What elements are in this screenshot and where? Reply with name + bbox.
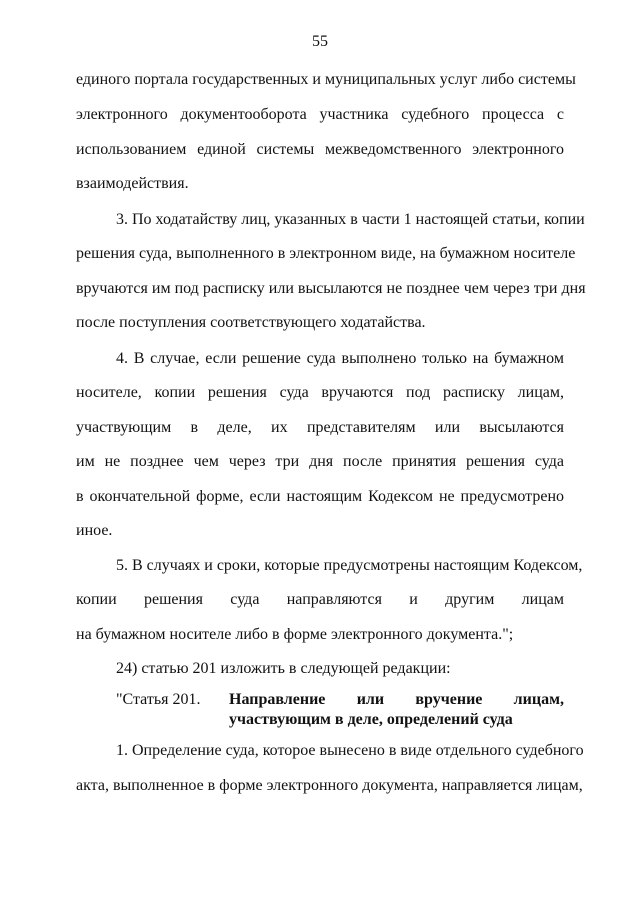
text-line: решения суда, выполненного в электронном виде, на бумажном носителе (76, 245, 576, 262)
article-title-line1: Направление или вручение лицам, (229, 691, 564, 708)
text-line: электронного документооборота участника судебного процесса с (76, 106, 564, 123)
paragraph-3-line: 3. По ходатайству лиц, указанных в части 1 настоящей статьи, копии (116, 211, 585, 228)
text-line: единого портала государственных и муниципальных услуг либо системы (76, 71, 576, 88)
text-line: иное. (76, 522, 113, 539)
article-number: "Статья 201. (116, 691, 201, 708)
text-line: им не позднее чем через три дня после принятия решения суда (76, 453, 564, 470)
text-line: использованием единой системы межведомственного электронного (76, 141, 564, 158)
text-line: вручаются им под расписку или высылаются не позднее чем через три дня (76, 280, 586, 297)
text-line: копии решения суда направляются и другим лицам (76, 591, 564, 608)
text-line: в окончательной форме, если настоящим Кодексом не предусмотрено (76, 488, 564, 505)
text-line: на бумажном носителе либо в форме электронного документа."; (76, 626, 514, 643)
text-line: акта, выполненное в форме электронного документа, направляется лицам, (76, 777, 583, 794)
page-number: 55 (312, 33, 328, 50)
text-line: взаимодействия. (76, 175, 189, 192)
text-line: после поступления соответствующего ходатайства. (76, 314, 426, 331)
paragraph-5-line: 5. В случаях и сроки, которые предусмотрены настоящим Кодексом, (116, 557, 583, 574)
text-line: носителе, копии решения суда вручаются под расписку лицам, (76, 384, 564, 401)
amendment-24-line: 24) статью 201 изложить в следующей редакции: (116, 660, 451, 677)
text-line: участвующим в деле, их представителям или высылаются (76, 419, 564, 436)
article-paragraph-1-line: 1. Определение суда, которое вынесено в виде отдельного судебного (116, 742, 584, 759)
paragraph-4-line: 4. В случае, если решение суда выполнено только на бумажном (116, 350, 564, 367)
article-title-line2: участвующим в деле, определений суда (229, 711, 513, 728)
